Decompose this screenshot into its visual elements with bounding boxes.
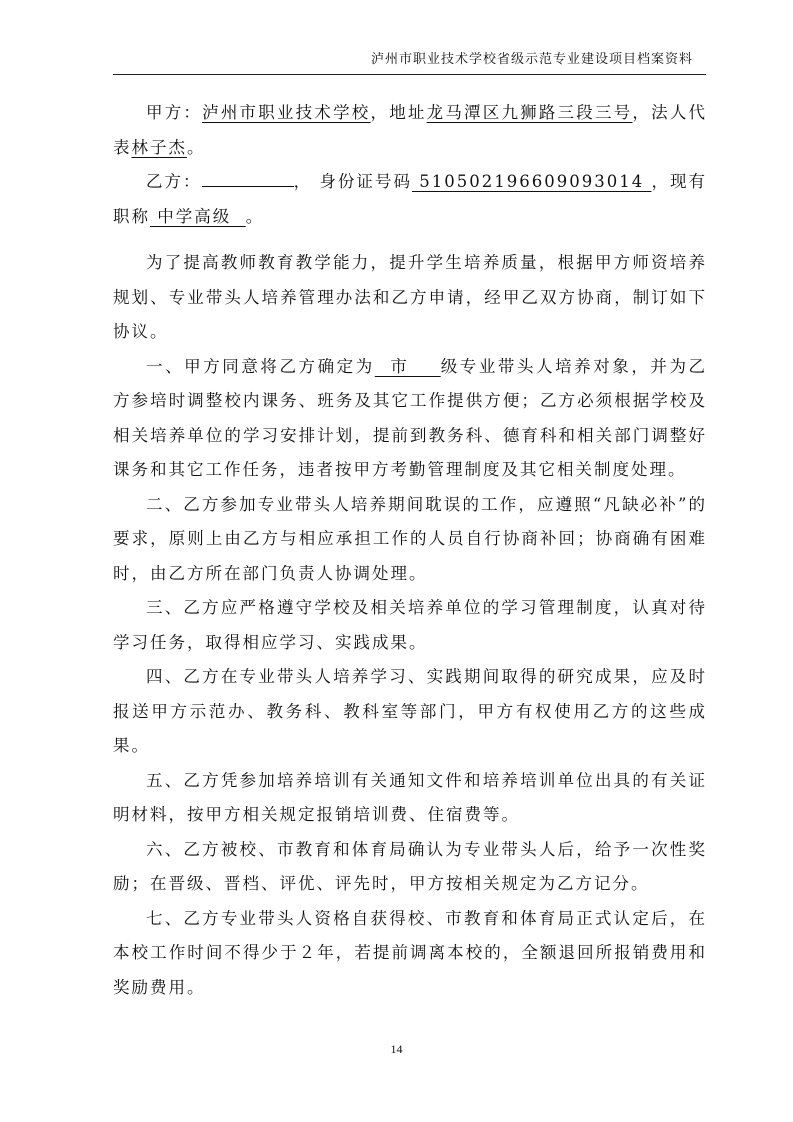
- party-a-address-label: ，地址: [370, 103, 427, 122]
- party-b-paragraph: [113, 165, 707, 234]
- clause-7: 七、乙方专业带头人资格自获得校、市教育和体育局正式认定后，在本校工作时间不得少于２年，若提前调离本校的，全额退回所报销费用和奖励费用。: [113, 908, 707, 997]
- party-b-title-label: ，现有职称: [113, 172, 708, 226]
- clause-1-level: 市: [374, 356, 441, 376]
- document-body: [113, 96, 707, 1005]
- party-a-paragraph: [113, 96, 707, 165]
- clause-2: 二、乙方参加专业带头人培养期间耽误的工作，应遵照“凡缺必补”的要求，原则上由乙方与相应承担工作的人员自行协商补回；协商确有困难时，由乙方所在部门负责人协调处理。: [113, 494, 707, 583]
- party-b-id-number: 510502196609093014: [411, 172, 652, 191]
- party-a-end: 。: [187, 137, 206, 157]
- clause-1-after: 级专业带头人培养对象，并为乙方参培时调整校内课务、班务及其它工作提供方便；乙方必须根据学校及相关培养单位的学习安排计划，提前到教务科、德育科和相关部门调整好课务和其它工作任务，违者按甲方考勤管理制度及其它相关制度处理。: [113, 356, 708, 479]
- clause-1-before: 一、甲方同意将乙方确定为: [146, 356, 375, 376]
- party-a-label: 甲方：: [146, 103, 203, 122]
- clause-3: 三、乙方应严格遵守学校及相关培养单位的学习管理制度，认真对待学习任务，取得相应学习、实践成果。: [113, 598, 707, 652]
- page-number: 14: [390, 1042, 403, 1056]
- clause-6: 六、乙方被校、市教育和体育局确认为专业带头人后，给予一次性奖励；在晋级、晋档、评优、评先时，甲方按相关规定为乙方记分。: [113, 839, 707, 893]
- party-a-name: 泸州市职业技术学校: [202, 103, 371, 122]
- party-a-representative: 林子杰: [131, 137, 187, 157]
- clause-5: 五、乙方凭参加培养培训有关通知文件和培养培训单位出具的有关证明材料，按甲方相关规定报销培训费、住宿费等。: [113, 770, 707, 824]
- party-b-id-label: ， 身份证号码: [293, 172, 412, 191]
- party-b-title: 中学高级: [150, 206, 246, 226]
- intro-paragraph: 为了提高教师教育教学能力，提升学生培养质量，根据甲方师资培养规划、专业带头人培养管理办法和乙方申请，经甲乙双方协商，制订如下协议。: [113, 253, 707, 341]
- clause-4: 四、乙方在专业带头人培养学习、实践期间取得的研究成果，应及时报送甲方示范办、教务科、教科室等部门，甲方有权使用乙方的这些成果。: [113, 667, 707, 755]
- clause-1: [113, 350, 707, 488]
- party-a-rep-label: ，法人代表: [113, 103, 708, 157]
- party-a-address: 龙马潭区九狮路三段三号: [426, 103, 633, 122]
- party-b-name-blank: [202, 170, 294, 187]
- header-rule: [113, 74, 706, 75]
- party-b-label: 乙方：: [146, 172, 202, 191]
- running-header: 泸州市职业技术学校省级示范专业建设项目档案资料: [370, 52, 693, 67]
- paragraph-gap: [113, 234, 707, 246]
- party-b-end: 。: [245, 206, 265, 226]
